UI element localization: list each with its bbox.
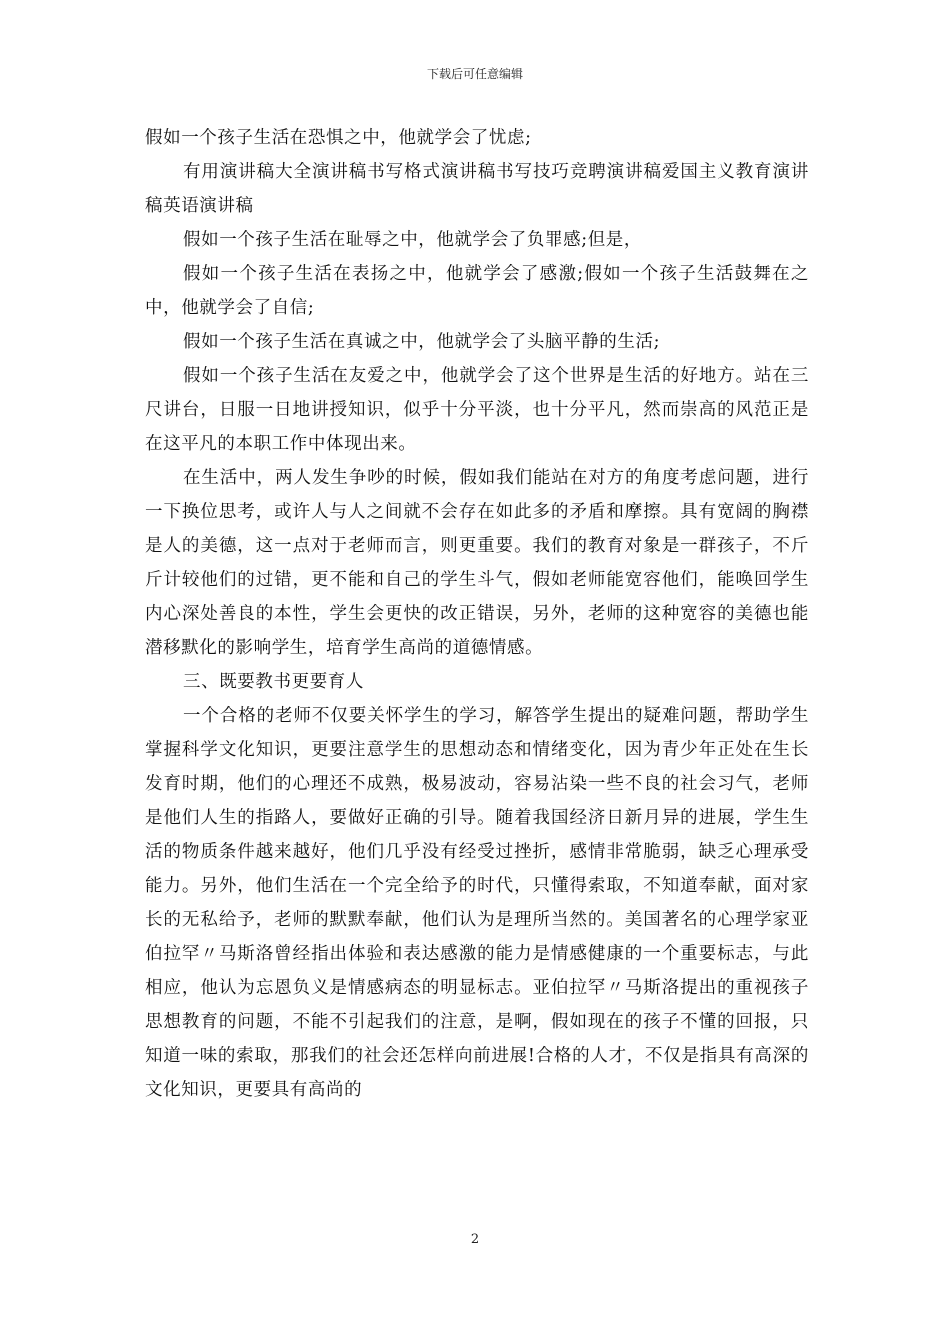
section-heading: 三、既要教书更要育人 xyxy=(183,672,364,692)
paragraph-5: 假如一个孩子生活在真诚之中，他就学会了头脑平静的生活; xyxy=(183,332,661,352)
document-body xyxy=(145,121,809,1107)
paragraph-1: 假如一个孩子生活在恐惧之中，他就学会了忧虑; xyxy=(145,128,532,148)
page-header-note: 下载后可任意编辑 xyxy=(426,67,523,81)
paragraph-6: 假如一个孩子生活在友爱之中，他就学会了这个世界是生活的好地方。站在三尺讲台，日服一日地讲授知识，似乎十分平淡，也十分平凡，然而崇高的风范正是在这平凡的本职工作中体现出来。 xyxy=(145,366,809,454)
paragraph-4: 假如一个孩子生活在表扬之中，他就学会了感激;假如一个孩子生活鼓舞在之中，他就学会了自信; xyxy=(145,264,809,318)
paragraph-3: 假如一个孩子生活在耻辱之中，他就学会了负罪感;但是， xyxy=(183,230,642,250)
paragraph-7: 在生活中，两人发生争吵的时候，假如我们能站在对方的角度考虑问题，进行一下换位思考，或许人与人之间就不会存在如此多的矛盾和摩擦。具有宽阔的胸襟是人的美德，这一点对于老师而言，则更重要。我们的教育对象是一群孩子，不斤斤计较他们的过错，更不能和自己的学生斗气，假如老师能宽容他们，能唤回学生内心深处善良的本性，学生会更快的改正错误，另外，老师的这种宽容的美德也能潜移默化的影响学生，培育学生高尚的道德情感。 xyxy=(145,468,809,658)
paragraph-8: 一个合格的老师不仅要关怀学生的学习，解答学生提出的疑难问题，帮助学生掌握科学文化知识，更要注意学生的思想动态和情绪变化，因为青少年正处在生长发育时期，他们的心理还不成熟，极易波动，容易沾染一些不良的社会习气，老师是他们人生的指路人，要做好正确的引导。随着我国经济日新月异的进展，学生生活的物质条件越来越好，他们几乎没有经受过挫折，感情非常脆弱，缺乏心理承受能力。另外，他们生活在一个完全给予的时代，只懂得索取，不知道奉献，面对家长的无私给予，老师的默默奉献，他们认为是理所当然的。美国著名的心理学家亚伯拉罕〃马斯洛曾经指出体验和表达感激的能力是情感健康的一个重要标志，与此相应，他认为忘恩负义是情感病态的明显标志。亚伯拉罕〃马斯洛提出的重视孩子思想教育的问题，不能不引起我们的注意，是啊，假如现在的孩子不懂的回报，只知道一味的索取，那我们的社会还怎样向前进展!合格的人才，不仅是指具有高深的文化知识，更要具有高尚的 xyxy=(145,706,809,1100)
page-number: 2 xyxy=(470,1232,480,1247)
paragraph-2: 有用演讲稿大全演讲稿书写格式演讲稿书写技巧竞聘演讲稿爱国主义教育演讲稿英语演讲稿 xyxy=(145,162,809,216)
